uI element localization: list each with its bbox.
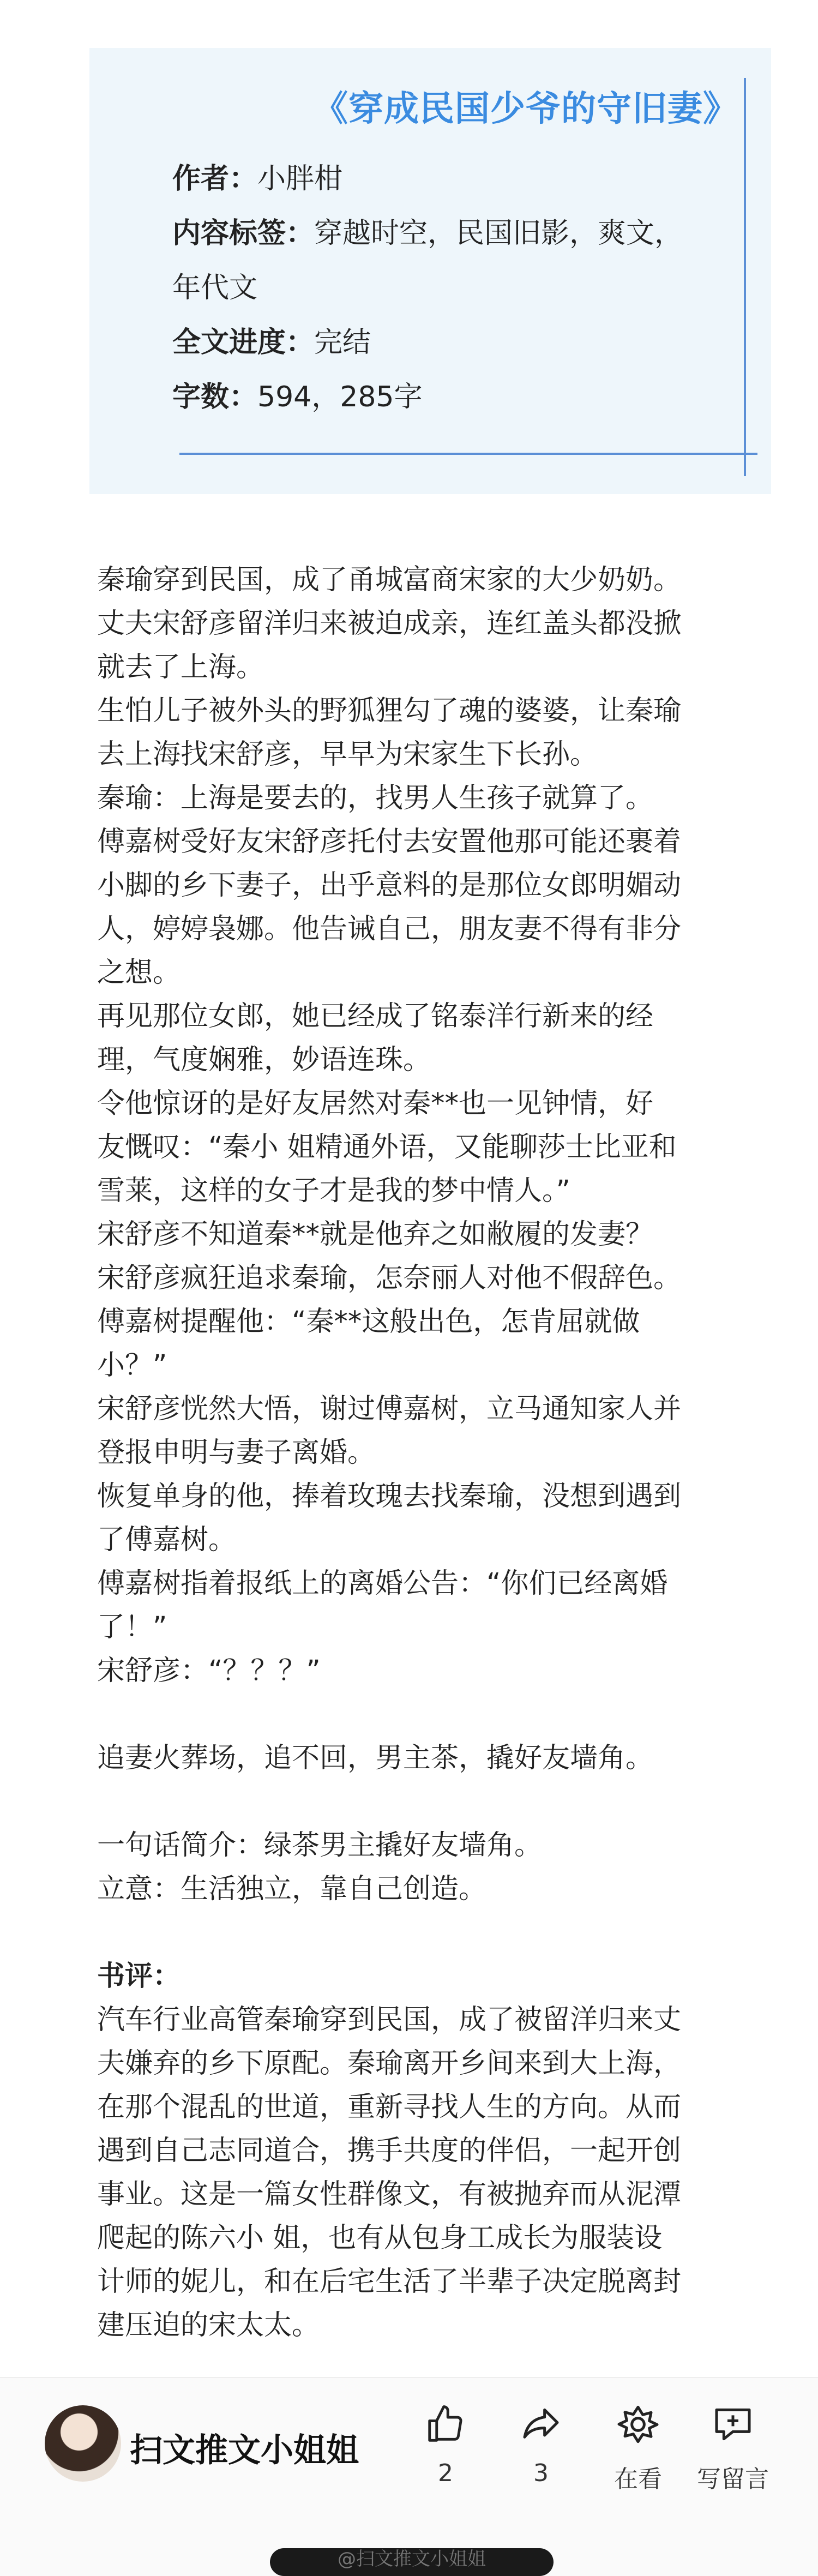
story-line: 令他惊讶的是好友居然对秦**也一见钟情，好 [97,1088,654,1120]
like-button[interactable] [402,2397,489,2487]
tags-key: 内容标签： [172,217,315,250]
share-count: 3 [533,2459,549,2487]
comment-add-icon [689,2397,777,2452]
flower-icon [594,2397,682,2452]
share-button[interactable] [497,2397,585,2487]
story-line: 去上海找宋舒彦，早早为宋家生下长孙。 [97,738,598,771]
story-line: 恢复单身的他，捧着玫瑰去找秦瑜，没想到遇到 [97,1480,682,1512]
share-arrow-icon [497,2397,585,2452]
write-comment-button[interactable] [689,2397,777,2494]
story-line: 生怕儿子被外头的野狐狸勾了魂的婆婆，让秦瑜 [97,695,682,727]
review-line: 爬起的陈六小 姐，也有从包身工成长为服装设 [97,2222,663,2254]
story-line: 雪莱，这样的女子才是我的梦中情人。” [97,1175,570,1207]
card-vertical-rule [744,78,746,476]
account-name[interactable]: 扫文推文小姐姐 [130,2431,359,2470]
paragraph-gap [97,1780,724,1824]
tagline: 追妻火葬场，追不回，男主茶，撬好友墙角。 [97,1742,654,1774]
story-line: 傅嘉树提醒他：“秦**这般出色，怎肯屈就做 [97,1306,640,1338]
review-line: 在那个混乱的世道，重新寻找人生的方向。从而 [97,2091,682,2123]
story-line: 宋舒彦疯狂追求秦瑜，怎奈丽人对他不假辞色。 [97,1262,682,1294]
card-horizontal-rule [179,453,757,455]
story-line: 友慨叹：“秦小 姐精通外语，又能聊莎士比亚和 [97,1131,677,1163]
story-line: 人，婷婷袅娜。他告诫自己，朋友妻不得有非分 [97,913,682,945]
story-line: 小？” [97,1349,167,1382]
progress-row [172,315,718,370]
story-line: 了！” [97,1611,167,1643]
one-line-summary: 一句话简介：绿茶男主撬好友墙角。 [97,1829,543,1862]
article-body [97,559,724,2347]
story-line: 就去了上海。 [97,651,264,683]
author-key: 作者： [172,163,258,195]
story-line: 理，气度娴雅，妙语连珠。 [97,1044,431,1076]
progress-key: 全文进度： [172,326,315,359]
story-line: 丈夫宋舒彦留洋归来被迫成亲，连红盖头都没掀 [97,608,682,640]
review-heading: 书评： [97,1960,181,1992]
tags-row [172,206,718,261]
story-line: 小脚的乡下妻子，出乎意料的是那位女郎明媚动 [97,869,682,902]
like-count: 2 [438,2459,453,2487]
story-line: 之想。 [97,957,181,989]
theme-statement: 立意：生活独立，靠自己创造。 [97,1873,487,1905]
review-line: 夫嫌弃的乡下原配。秦瑜离开乡间来到大上海， [97,2047,682,2080]
word-count-key: 字数： [172,381,258,413]
story-line: 了傅嘉树。 [97,1524,237,1556]
paragraph-gap [97,1911,724,1955]
story-line: 再见那位女郎，她已经成了铭泰洋行新来的经 [97,1000,654,1032]
story-line: 秦瑜穿到民国，成了甬城富商宋家的大少奶奶。 [97,564,682,596]
review-line: 计师的妮儿，和在后宅生活了半辈子决定脱离封 [97,2266,682,2298]
tags-row-continued: 年代文 [172,272,258,304]
author-row [172,152,718,206]
story-synopsis [97,559,724,1693]
thumbs-up-icon [402,2397,489,2452]
review-line: 遇到自己志同道合，携手共度的伴侣，一起开创 [97,2135,682,2167]
book-title: 《穿成民国少爷的守旧妻》 [313,89,738,129]
progress-value: 完结 [314,326,371,359]
word-count-value: 594，285字 [257,381,423,413]
paragraph-gap [97,1693,724,1737]
story-line: 宋舒彦：“？？？” [97,1655,321,1687]
review-text [97,1998,724,2347]
story-line: 傅嘉树受好友宋舒彦托付去安置他那可能还裹着 [97,826,682,858]
word-count-row [172,370,718,424]
watermark-pill: @扫文推文小姐姐 [270,2548,554,2576]
story-line: 宋舒彦恍然大悟，谢过傅嘉树，立马通知家人并 [97,1393,682,1425]
wow-label: 在看 [614,2465,662,2493]
story-line: 傅嘉树指着报纸上的离婚公告：“你们已经离婚 [97,1568,668,1600]
write-comment-label: 写留言 [697,2465,769,2493]
review-line: 事业。这是一篇女性群像文，有被抛弃而从泥潭 [97,2178,682,2211]
story-line: 宋舒彦不知道秦**就是他弃之如敝履的发妻？ [97,1218,654,1251]
story-line: 登报申明与妻子离婚。 [97,1437,376,1469]
review-line: 建压迫的宋太太。 [97,2309,320,2341]
account-avatar[interactable] [45,2405,121,2482]
book-info-card [89,48,771,494]
author-value: 小胖柑 [257,163,343,195]
review-line: 汽车行业高管秦瑜穿到民国，成了被留洋归来丈 [97,2004,682,2036]
tags-value: 穿越时空，民国旧影，爽文， [314,217,683,250]
story-line: 秦瑜：上海是要去的，找男人生孩子就算了。 [97,782,654,814]
wow-button[interactable] [594,2397,682,2494]
